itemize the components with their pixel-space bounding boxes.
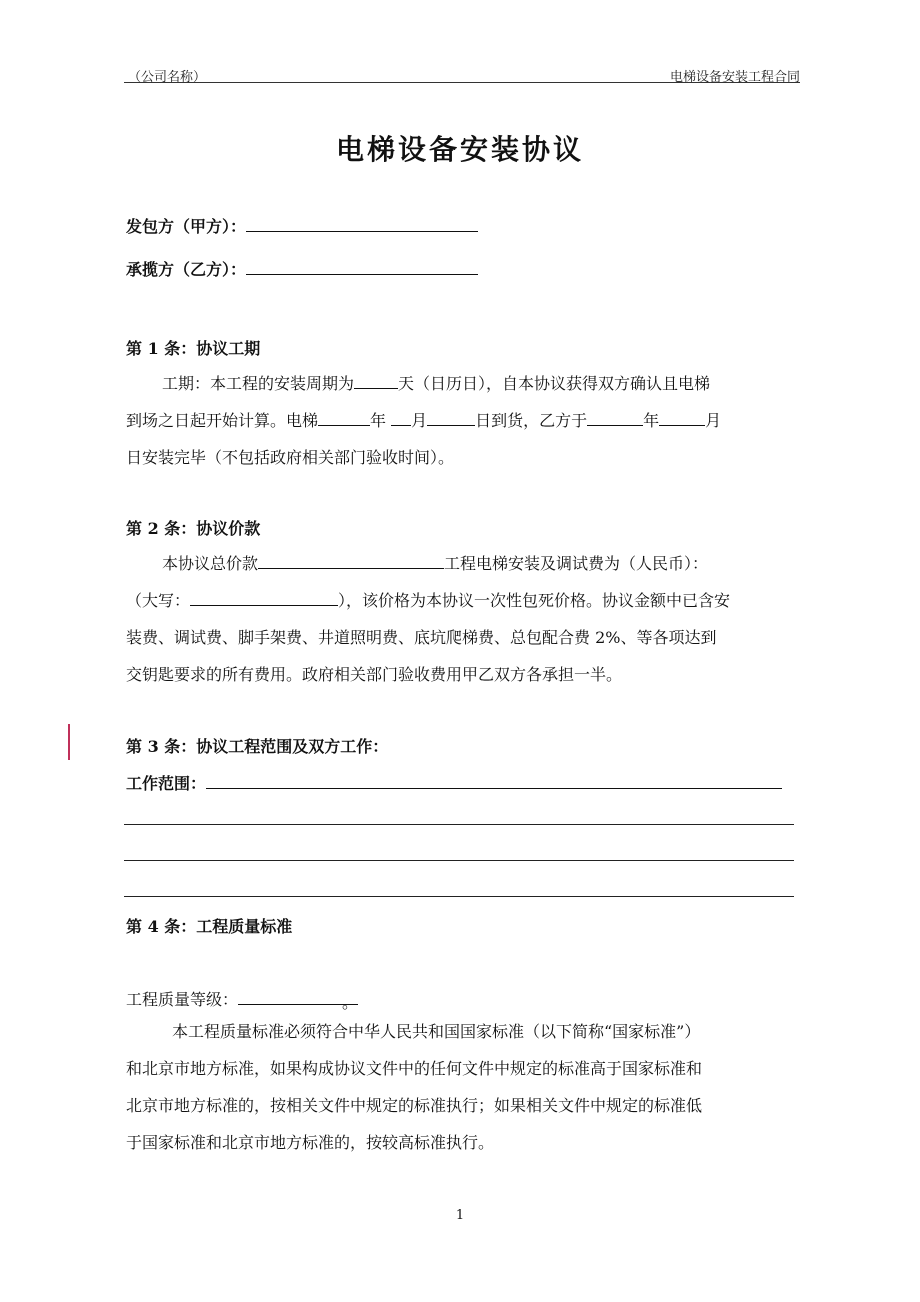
article-2-heading: 第 2 条：协议价款: [126, 519, 261, 538]
art4-line-1: 本工程质量标准必须符合中华人民共和国国家标准（以下简称“国家标准”）: [172, 1022, 701, 1041]
art2-text-3: （大写：: [126, 591, 191, 610]
art1-text-2: 天（日历日），自本协议获得双方确认且电梯: [398, 374, 711, 393]
article-2-body: [126, 545, 794, 693]
article-4-heading: 第 4 条：工程质量标准: [126, 917, 293, 936]
work-scope-label: 工作范围：: [126, 774, 207, 793]
party-a-label: 发包方（甲方）：: [126, 217, 247, 236]
work-scope-blank-2[interactable]: [124, 824, 794, 825]
article-1-body: [126, 365, 794, 476]
art4-line-3: 北京市地方标准的，按相关文件中规定的标准执行；如果相关文件中规定的标准低: [126, 1096, 703, 1115]
install-year-blank[interactable]: [587, 411, 643, 426]
art2-text-5: 装费、调试费、脚手架费、井道照明费、底坑爬梯费、总包配合费 2%、等各项达到: [126, 628, 717, 647]
article-3-heading: 第 3 条：协议工程范围及双方工作：: [126, 737, 389, 756]
art2-text-6: 交钥匙要求的所有费用。政府相关部门验收费用甲乙双方各承担一半。: [126, 665, 623, 684]
work-scope-blank-3[interactable]: [124, 860, 794, 861]
art2-text-4: ），该价格为本协议一次性包死价格。协议金额中已含安: [338, 591, 731, 610]
art1-text-4: 年: [370, 411, 387, 430]
header-document-name: 电梯设备安装工程合同: [669, 70, 800, 85]
art4-line-2: 和北京市地方标准，如果构成协议文件中的任何文件中规定的标准高于国家标准和: [126, 1059, 703, 1078]
work-scope-blank-1[interactable]: [206, 774, 782, 789]
change-bar-marker: [68, 724, 70, 760]
quality-grade-end: 。: [342, 993, 359, 1012]
header-company-name: （公司名称）: [128, 70, 207, 85]
total-price-blank[interactable]: [258, 554, 444, 569]
arrival-day-blank[interactable]: [427, 411, 475, 426]
install-month-blank[interactable]: [659, 411, 705, 426]
page-number: 1: [455, 1208, 465, 1223]
art1-text-6: 日到货，乙方于: [475, 411, 588, 430]
art1-text-1: 工期：本工程的安装周期为: [162, 374, 355, 393]
work-scope-blank-4[interactable]: [124, 896, 794, 897]
arrival-month-blank[interactable]: [391, 411, 411, 426]
party-b-label: 承揽方（乙方）：: [126, 260, 247, 279]
quality-grade-blank[interactable]: [238, 990, 359, 1012]
party-b-line: [126, 257, 478, 280]
art2-text-2: 工程电梯安装及调试费为（人民币）：: [444, 554, 709, 573]
art4-line-4: 于国家标准和北京市地方标准的，按较高标准执行。: [126, 1133, 495, 1152]
art1-text-7: 年: [643, 411, 660, 430]
header-rule: [124, 82, 800, 83]
art2-text-1: 本协议总价款: [162, 554, 259, 573]
article-4-body: [126, 1013, 794, 1161]
party-b-blank[interactable]: [246, 260, 478, 275]
price-in-words-blank[interactable]: [190, 591, 338, 606]
quality-grade-label: 工程质量等级：: [126, 990, 239, 1009]
arrival-year-blank[interactable]: [318, 411, 370, 426]
art1-text-9: 日安装完毕（不包括政府相关部门验收时间）。: [126, 448, 455, 467]
art1-text-8: 月: [705, 411, 722, 430]
art1-text-3: 到场之日起开始计算。电梯: [126, 411, 319, 430]
work-scope-line: [126, 771, 782, 794]
page-title: 电梯设备安装协议: [335, 133, 584, 166]
art1-text-5: 月: [411, 411, 428, 430]
article-1-heading: 第 1 条：协议工期: [126, 339, 261, 358]
quality-grade-line: [126, 987, 358, 1010]
duration-days-blank[interactable]: [354, 374, 398, 389]
party-a-blank[interactable]: [246, 217, 478, 232]
party-a-line: [126, 214, 478, 237]
